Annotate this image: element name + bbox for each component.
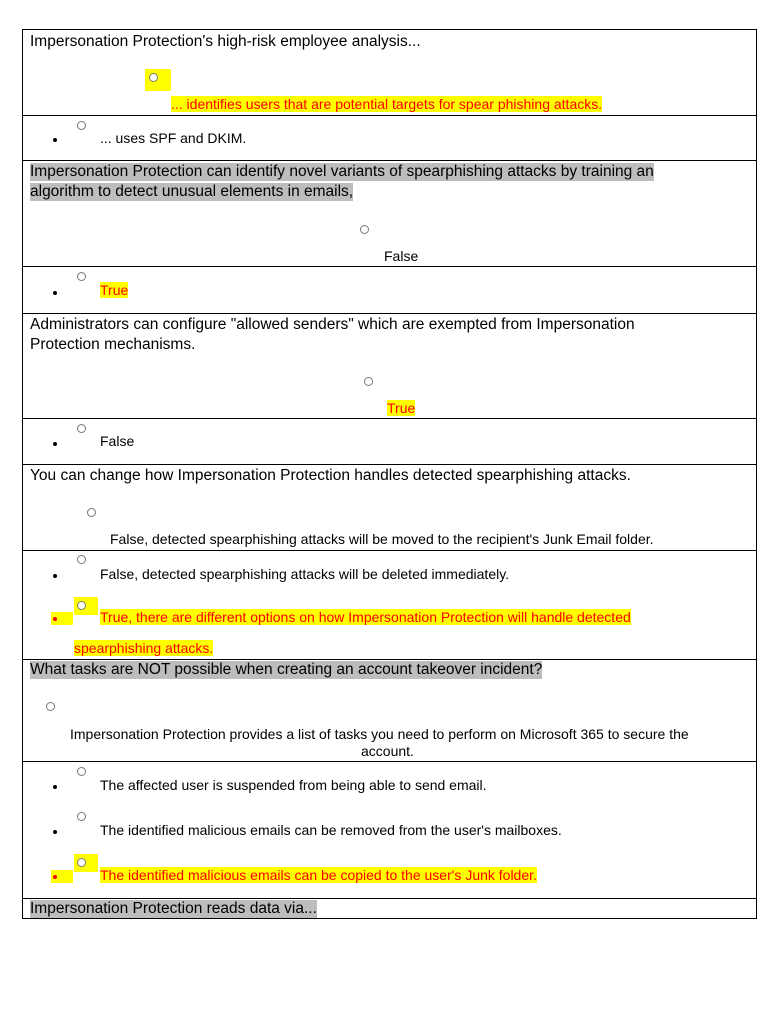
bullet-icon — [53, 291, 57, 295]
answer-option-correct[interactable]: True — [387, 400, 416, 416]
radio-option[interactable] — [87, 508, 96, 517]
question-1: Impersonation Protection's high-risk employee analysis... — [30, 33, 421, 50]
question-6: Impersonation Protection reads data via... — [30, 900, 317, 917]
bullet-icon — [53, 785, 57, 789]
answer-option[interactable]: False — [100, 433, 135, 449]
question-3-line-2: Protection mechanisms. — [30, 336, 196, 353]
answer-option[interactable]: False, detected spearphishing attacks will be deleted immediately. — [100, 566, 510, 582]
answer-option-correct[interactable]: ... identifies users that are potential targets for spear phishing attacks. — [171, 96, 603, 112]
radio-option[interactable] — [77, 601, 86, 610]
answer-option[interactable]: The identified malicious emails can be removed from the user's mailboxes. — [100, 822, 562, 838]
divider — [23, 898, 756, 899]
divider — [23, 659, 756, 660]
bullet-icon — [53, 617, 57, 621]
radio-option[interactable] — [77, 272, 86, 281]
radio-option[interactable] — [77, 121, 86, 130]
bullet-icon — [53, 830, 57, 834]
bullet-icon — [53, 138, 57, 142]
answer-option[interactable]: False — [384, 248, 419, 264]
answer-option[interactable]: ... uses SPF and DKIM. — [100, 130, 247, 146]
bullet-icon — [53, 574, 57, 578]
question-4: You can change how Impersonation Protection handles detected spearphishing attacks. — [30, 467, 631, 484]
radio-option[interactable] — [77, 767, 86, 776]
radio-option[interactable] — [46, 702, 55, 711]
answer-option-correct[interactable]: The identified malicious emails can be copied to the user's Junk folder. — [100, 867, 537, 883]
answer-option-cont: account. — [361, 743, 414, 759]
answer-option[interactable]: The affected user is suspended from being able to send email. — [100, 777, 487, 793]
divider — [23, 115, 756, 116]
bullet-icon — [53, 442, 57, 446]
answer-option[interactable]: Impersonation Protection provides a list of tasks you need to perform on Microsoft 365 to secure the — [70, 726, 689, 742]
divider — [23, 418, 756, 419]
question-2-line-2: algorithm to detect unusual elements in emails, — [30, 183, 354, 200]
answer-option-correct[interactable]: True, there are different options on how Impersonation Protection will handle detected — [100, 609, 631, 625]
answer-option-correct[interactable]: True — [100, 282, 129, 298]
question-3-line-1: Administrators can configure "allowed senders" which are exempted from Impersonation — [30, 316, 635, 333]
radio-option[interactable] — [149, 73, 158, 82]
bullet-icon — [53, 875, 57, 879]
divider — [23, 464, 756, 465]
divider — [23, 761, 756, 762]
radio-option[interactable] — [360, 225, 369, 234]
question-2-line-1: Impersonation Protection can identify novel variants of spearphishing attacks by training an — [30, 163, 654, 180]
divider — [23, 550, 756, 551]
divider — [23, 266, 756, 267]
question-5: What tasks are NOT possible when creating an account takeover incident? — [30, 661, 543, 678]
quiz-table — [22, 29, 757, 919]
divider — [23, 313, 756, 314]
answer-option-correct-cont: spearphishing attacks. — [74, 640, 214, 656]
divider — [23, 160, 756, 161]
radio-option[interactable] — [364, 377, 373, 386]
radio-option[interactable] — [77, 812, 86, 821]
radio-option[interactable] — [77, 858, 86, 867]
radio-option[interactable] — [77, 555, 86, 564]
answer-option[interactable]: False, detected spearphishing attacks will be moved to the recipient's Junk Email folder. — [110, 531, 654, 547]
radio-option[interactable] — [77, 424, 86, 433]
